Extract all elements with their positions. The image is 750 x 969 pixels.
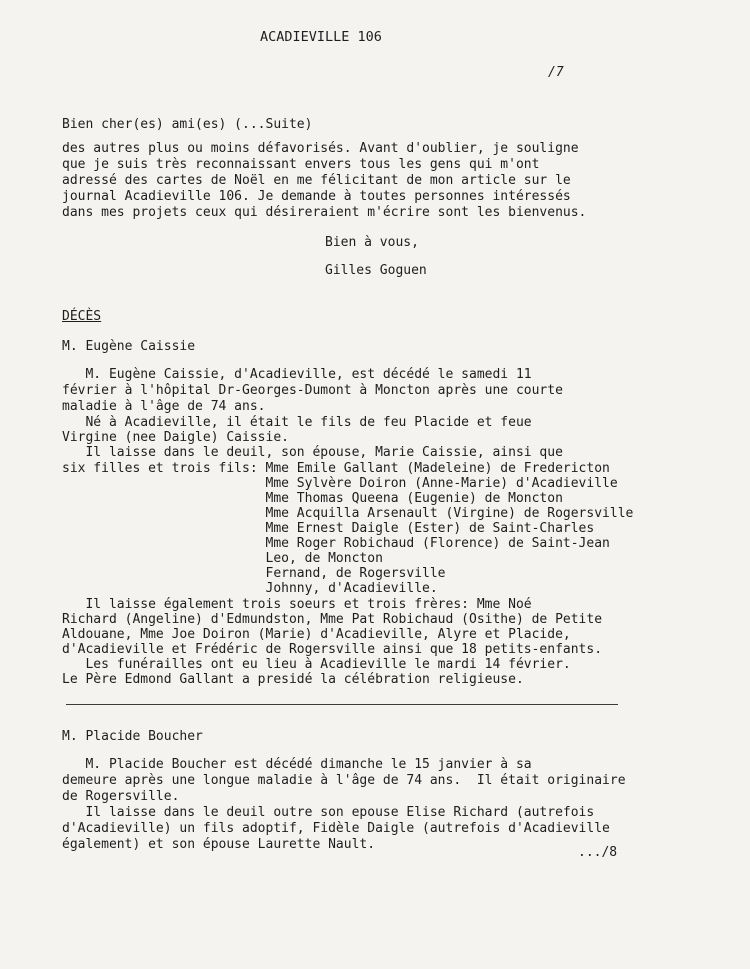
obituary-line: Richard (Angeline) d'Edmundston, Mme Pat Robichaud (Osithe) de Petite bbox=[62, 612, 603, 627]
letter-line: journal Acadieville 106. Je demande à toutes personnes intéressés bbox=[62, 189, 571, 204]
letter-line: des autres plus ou moins défavorisés. Avant d'oublier, je souligne bbox=[62, 141, 579, 156]
continued-marker: .../8 bbox=[578, 845, 618, 860]
letter-signature: Gilles Goguen bbox=[325, 263, 427, 278]
obituary-line: demeure après une longue maladie à l'âge de 74 ans. Il était originaire bbox=[62, 773, 626, 788]
obituary-line: Les funérailles ont eu lieu à Acadieville le mardi 14 février. bbox=[62, 657, 571, 672]
letter-line: que je suis très reconnaissant envers tous les gens qui m'ont bbox=[62, 157, 540, 172]
letter-line: adressé des cartes de Noël en me félicitant de mon article sur le bbox=[62, 173, 571, 188]
obituary-line: Le Père Edmond Gallant a presidé la célébration religieuse. bbox=[62, 672, 524, 687]
obituary-line: février à l'hôpital Dr-Georges-Dumont à Moncton après une courte bbox=[62, 383, 563, 398]
page-number: /7 bbox=[548, 65, 564, 80]
section-title-deces: DÉCÈS bbox=[62, 309, 102, 324]
obituary-line: Johnny, d'Acadieville. bbox=[62, 581, 438, 596]
obituary-line: M. Eugène Caissie, d'Acadieville, est décédé le samedi 11 bbox=[62, 367, 532, 382]
obituary-line: Mme Acquilla Arsenault (Virgine) de Rogersville bbox=[62, 506, 634, 521]
obituary-name: M. Placide Boucher bbox=[62, 729, 203, 744]
obituary-line: Aldouane, Mme Joe Doiron (Marie) d'Acadieville, Alyre et Placide, bbox=[62, 627, 571, 642]
obituary-name: M. Eugène Caissie bbox=[62, 339, 196, 354]
obituary-line: également) et son épouse Laurette Nault. bbox=[62, 837, 376, 852]
obituary-line: Fernand, de Rogersville bbox=[62, 566, 446, 581]
obituary-line: M. Placide Boucher est décédé dimanche le 15 janvier à sa bbox=[62, 757, 532, 772]
obituary-line: Mme Thomas Queena (Eugenie) de Moncton bbox=[62, 491, 563, 506]
obituary-line: Leo, de Moncton bbox=[62, 551, 383, 566]
obituary-line: d'Acadieville) un fils adoptif, Fidèle Daigle (autrefois d'Acadieville bbox=[62, 821, 610, 836]
obituary-line: Mme Sylvère Doiron (Anne-Marie) d'Acadieville bbox=[62, 476, 618, 491]
obituary-line: Il laisse dans le deuil outre son epouse Elise Richard (autrefois bbox=[62, 805, 595, 820]
letter-line: dans mes projets ceux qui désireraient m'écrire sont les bienvenus. bbox=[62, 205, 587, 220]
obituary-line: Mme Ernest Daigle (Ester) de Saint-Charles bbox=[62, 521, 595, 536]
obituary-line: maladie à l'âge de 74 ans. bbox=[62, 399, 266, 414]
obituary-line: Il laisse également trois soeurs et trois frères: Mme Noé bbox=[62, 597, 532, 612]
obituary-line: six filles et trois fils: Mme Emile Gallant (Madeleine) de Fredericton bbox=[62, 461, 610, 476]
obituary-line: Il laisse dans le deuil, son épouse, Marie Caissie, ainsi que bbox=[62, 445, 563, 460]
obituary-line: Virgine (nee Daigle) Caissie. bbox=[62, 430, 289, 445]
obituary-line: Mme Roger Robichaud (Florence) de Saint-Jean bbox=[62, 536, 610, 551]
obituary-line: Né à Acadieville, il était le fils de feu Placide et feue bbox=[62, 415, 532, 430]
section-divider bbox=[66, 704, 618, 705]
obituary-line: d'Acadieville et Frédéric de Rogersville ainsi que 18 petits-enfants. bbox=[62, 642, 603, 657]
letter-greeting: Bien cher(es) ami(es) (...Suite) bbox=[62, 117, 313, 132]
newsletter-heading: ACADIEVILLE 106 bbox=[260, 29, 382, 45]
obituary-line: de Rogersville. bbox=[62, 789, 180, 804]
letter-closing: Bien à vous, bbox=[325, 235, 419, 250]
